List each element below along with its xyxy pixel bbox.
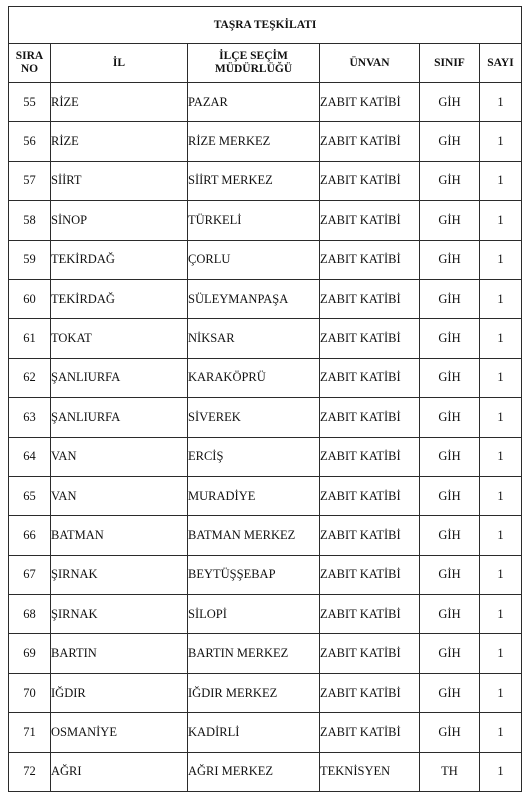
cell-sinif: GİH (420, 161, 480, 200)
cell-sira-no: 66 (9, 516, 51, 555)
cell-ilce: IĞDIR MERKEZ (188, 673, 320, 712)
cell-ilce: BARTIN MERKEZ (188, 634, 320, 673)
cell-sira-no: 63 (9, 398, 51, 437)
cell-sira-no: 70 (9, 673, 51, 712)
cell-sira-no: 60 (9, 279, 51, 318)
cell-il: VAN (51, 437, 188, 476)
cell-sinif: GİH (420, 673, 480, 712)
cell-sinif: GİH (420, 595, 480, 634)
cell-unvan: ZABIT KATİBİ (320, 595, 420, 634)
cell-sira-no: 61 (9, 319, 51, 358)
cell-unvan: ZABIT KATİBİ (320, 398, 420, 437)
table-row (9, 201, 522, 240)
cell-unvan: ZABIT KATİBİ (320, 122, 420, 161)
staff-table (8, 6, 522, 792)
cell-sira-no: 71 (9, 713, 51, 752)
cell-il: ŞANLIURFA (51, 398, 188, 437)
cell-il: AĞRI (51, 752, 188, 791)
header-row (9, 44, 522, 83)
table-row (9, 713, 522, 752)
cell-il: TEKİRDAĞ (51, 279, 188, 318)
table-row (9, 595, 522, 634)
cell-sayi: 1 (480, 555, 522, 594)
cell-unvan: ZABIT KATİBİ (320, 634, 420, 673)
cell-sayi: 1 (480, 201, 522, 240)
table-title: TAŞRA TEŞKİLATI (9, 7, 522, 44)
table-row (9, 673, 522, 712)
table-row (9, 634, 522, 673)
cell-sinif: GİH (420, 437, 480, 476)
table-row (9, 279, 522, 318)
cell-sayi: 1 (480, 240, 522, 279)
cell-ilce: PAZAR (188, 83, 320, 122)
cell-il: ŞANLIURFA (51, 358, 188, 397)
cell-sinif: GİH (420, 398, 480, 437)
cell-sayi: 1 (480, 358, 522, 397)
cell-il: TEKİRDAĞ (51, 240, 188, 279)
cell-il: OSMANİYE (51, 713, 188, 752)
cell-ilce: KARAKÖPRÜ (188, 358, 320, 397)
cell-sayi: 1 (480, 595, 522, 634)
cell-sira-no: 69 (9, 634, 51, 673)
cell-sayi: 1 (480, 398, 522, 437)
cell-il: TOKAT (51, 319, 188, 358)
cell-ilce: KADİRLİ (188, 713, 320, 752)
cell-sinif: GİH (420, 240, 480, 279)
cell-sayi: 1 (480, 83, 522, 122)
table-row (9, 555, 522, 594)
cell-sinif: TH (420, 752, 480, 791)
cell-sira-no: 65 (9, 476, 51, 515)
header-ilce: İLÇE SEÇİM MÜDÜRLÜĞÜ (188, 44, 320, 83)
cell-il: RİZE (51, 122, 188, 161)
cell-sayi: 1 (480, 319, 522, 358)
table-row (9, 122, 522, 161)
cell-sayi: 1 (480, 516, 522, 555)
table-row (9, 358, 522, 397)
cell-sira-no: 67 (9, 555, 51, 594)
cell-sira-no: 59 (9, 240, 51, 279)
cell-unvan: ZABIT KATİBİ (320, 83, 420, 122)
cell-sira-no: 55 (9, 83, 51, 122)
cell-sinif: GİH (420, 83, 480, 122)
cell-sayi: 1 (480, 122, 522, 161)
cell-unvan: TEKNİSYEN (320, 752, 420, 791)
cell-unvan: ZABIT KATİBİ (320, 319, 420, 358)
cell-ilce: BEYTÜŞŞEBAP (188, 555, 320, 594)
cell-unvan: ZABIT KATİBİ (320, 240, 420, 279)
cell-unvan: ZABIT KATİBİ (320, 673, 420, 712)
header-sira-no: SIRA NO (9, 44, 51, 83)
cell-unvan: ZABIT KATİBİ (320, 358, 420, 397)
cell-sinif: GİH (420, 555, 480, 594)
cell-sinif: GİH (420, 358, 480, 397)
cell-ilce: ÇORLU (188, 240, 320, 279)
cell-sinif: GİH (420, 279, 480, 318)
cell-il: ŞIRNAK (51, 555, 188, 594)
cell-ilce: BATMAN MERKEZ (188, 516, 320, 555)
cell-il: BATMAN (51, 516, 188, 555)
table-row (9, 319, 522, 358)
cell-sira-no: 57 (9, 161, 51, 200)
cell-sira-no: 62 (9, 358, 51, 397)
table-row (9, 516, 522, 555)
cell-ilce: SİİRT MERKEZ (188, 161, 320, 200)
cell-ilce: SİVEREK (188, 398, 320, 437)
cell-ilce: MURADİYE (188, 476, 320, 515)
cell-ilce: SİLOPİ (188, 595, 320, 634)
cell-unvan: ZABIT KATİBİ (320, 437, 420, 476)
header-sinif: SINIF (420, 44, 480, 83)
cell-unvan: ZABIT KATİBİ (320, 161, 420, 200)
cell-ilce: AĞRI MERKEZ (188, 752, 320, 791)
table-row (9, 437, 522, 476)
cell-il: IĞDIR (51, 673, 188, 712)
cell-sayi: 1 (480, 161, 522, 200)
cell-ilce: NİKSAR (188, 319, 320, 358)
cell-il: SİNOP (51, 201, 188, 240)
cell-sayi: 1 (480, 634, 522, 673)
table-row (9, 752, 522, 791)
cell-sira-no: 72 (9, 752, 51, 791)
cell-ilce: ERCİŞ (188, 437, 320, 476)
cell-ilce: SÜLEYMANPAŞA (188, 279, 320, 318)
cell-sira-no: 56 (9, 122, 51, 161)
cell-il: ŞIRNAK (51, 595, 188, 634)
cell-il: SİİRT (51, 161, 188, 200)
cell-ilce: RİZE MERKEZ (188, 122, 320, 161)
cell-sayi: 1 (480, 279, 522, 318)
cell-sayi: 1 (480, 476, 522, 515)
table-row (9, 161, 522, 200)
cell-sinif: GİH (420, 634, 480, 673)
cell-unvan: ZABIT KATİBİ (320, 516, 420, 555)
cell-sinif: GİH (420, 476, 480, 515)
cell-unvan: ZABIT KATİBİ (320, 555, 420, 594)
cell-unvan: ZABIT KATİBİ (320, 279, 420, 318)
table-row (9, 83, 522, 122)
cell-il: RİZE (51, 83, 188, 122)
cell-sayi: 1 (480, 673, 522, 712)
table-row (9, 476, 522, 515)
cell-sira-no: 68 (9, 595, 51, 634)
table-row (9, 240, 522, 279)
cell-sayi: 1 (480, 713, 522, 752)
cell-sayi: 1 (480, 752, 522, 791)
cell-il: BARTIN (51, 634, 188, 673)
cell-sinif: GİH (420, 713, 480, 752)
cell-sayi: 1 (480, 437, 522, 476)
cell-sinif: GİH (420, 516, 480, 555)
header-unvan: ÜNVAN (320, 44, 420, 83)
cell-sira-no: 64 (9, 437, 51, 476)
header-sayi: SAYI (480, 44, 522, 83)
cell-sinif: GİH (420, 319, 480, 358)
cell-sinif: GİH (420, 201, 480, 240)
cell-sira-no: 58 (9, 201, 51, 240)
table-row (9, 398, 522, 437)
cell-il: VAN (51, 476, 188, 515)
cell-unvan: ZABIT KATİBİ (320, 713, 420, 752)
cell-unvan: ZABIT KATİBİ (320, 476, 420, 515)
cell-sinif: GİH (420, 122, 480, 161)
header-il: İL (51, 44, 188, 83)
cell-ilce: TÜRKELİ (188, 201, 320, 240)
cell-unvan: ZABIT KATİBİ (320, 201, 420, 240)
